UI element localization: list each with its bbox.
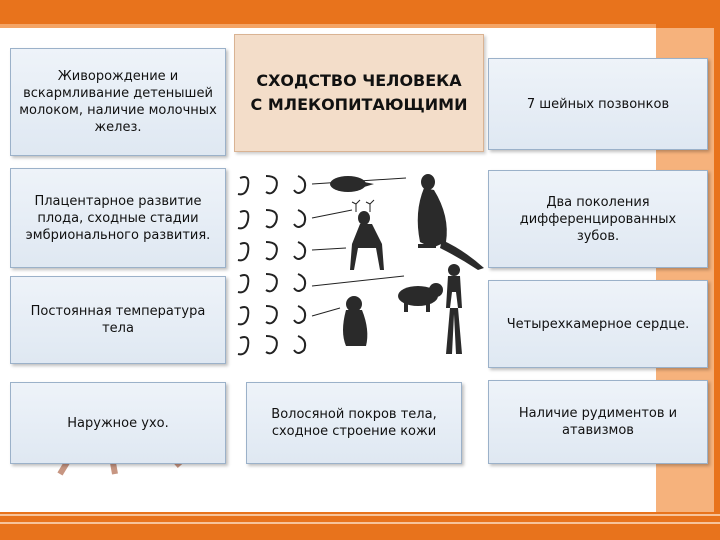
bottom-accent-bar [0, 512, 720, 540]
top-accent-bar [0, 0, 720, 24]
feature-box-four-chamber-heart: Четырехкамерное сердце. [488, 280, 708, 368]
feature-box-rudiments-atavisms: Наличие рудиментов и атавизмов [488, 380, 708, 464]
bottom-accent-line [0, 514, 720, 516]
human-icon [446, 264, 462, 354]
feature-box-cervical-vertebrae: 7 шейных позвонков [488, 58, 708, 150]
feature-box-placental-development: Плацентарное развитие плода, сходные стадии эмбрионального развития. [10, 168, 226, 268]
monkey-icon [343, 296, 367, 346]
deer-icon [350, 200, 384, 270]
bottom-accent-line-2 [0, 522, 720, 524]
feature-box-hair-skin: Волосяной покров тела, сходное строение кожи [246, 382, 462, 464]
feature-box-live-birth: Живорождение и вскармливание детенышей молоком, наличие молочных желез. [10, 48, 226, 156]
kangaroo-icon [418, 174, 484, 270]
mole-icon [330, 176, 374, 192]
feature-box-constant-temperature: Постоянная температура тела [10, 276, 226, 364]
top-accent-shade [0, 24, 720, 28]
page-title: СХОДСТВО ЧЕЛОВЕКА С МЛЕКОПИТАЮЩИМИ [234, 34, 484, 152]
dog-icon [398, 283, 443, 312]
feature-box-teeth-generations: Два поколения дифференцированных зубов. [488, 170, 708, 268]
embryo-stages-icon [238, 176, 305, 354]
feature-box-external-ear: Наружное ухо. [10, 382, 226, 464]
embryo-mammals-illustration [228, 168, 488, 368]
